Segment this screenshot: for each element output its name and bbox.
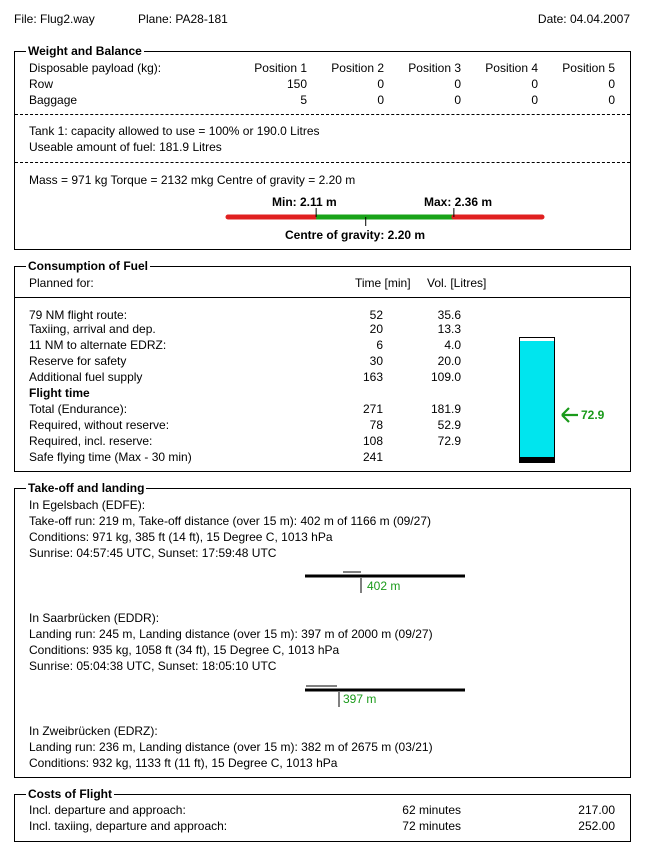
baggage-value-4: 0: [531, 93, 538, 107]
baggage-value-1: 5: [300, 93, 307, 107]
cg-centre-label: Centre of gravity: 2.20 m: [285, 228, 426, 242]
flight-row-volume: 72.9: [437, 434, 461, 448]
landing-runway-diagram: [303, 683, 467, 709]
takeoff-run-text: Take-off run: 219 m, Take-off distance (over 15 m): 402 m of 1166 m (09/27): [29, 514, 431, 528]
fuel-row-label: 11 NM to alternate EDRZ:: [29, 338, 167, 352]
position-2-header: Position 2: [331, 61, 384, 75]
payload-label: Disposable payload (kg):: [29, 61, 162, 75]
flight-row-label: Total (Endurance):: [29, 402, 128, 416]
fuel-row-volume: 13.3: [437, 322, 461, 336]
fuel-row-time: 30: [369, 354, 383, 368]
fuel-row-volume: 109.0: [430, 370, 461, 384]
fuel-marker-label: 72.9: [581, 408, 605, 422]
cg-min-label: Min: 2.11 m: [272, 195, 337, 209]
fuel-row-label: 79 NM flight route:: [29, 308, 128, 322]
cg-max-label: Max: 2.36 m: [424, 195, 493, 209]
fuel-row-time: 163: [362, 370, 383, 384]
takeoff-distance-label: 402 m: [367, 579, 401, 593]
fuel-title: Consumption of Fuel: [28, 259, 148, 273]
takeoff-conditions-text: Conditions: 971 kg, 385 ft (14 ft), 15 Degree C, 1013 hPa: [29, 530, 333, 544]
alternate-conditions-text: Conditions: 932 kg, 1133 ft (11 ft), 15 Degree C, 1013 hPa: [29, 756, 338, 770]
baggage-label: Baggage: [29, 93, 78, 107]
fuel-row-label: Additional fuel supply: [29, 370, 143, 384]
baggage-value-5: 0: [608, 93, 615, 107]
fuel-row-volume: 35.6: [437, 308, 461, 322]
landing-conditions-text: Conditions: 935 kg, 1058 ft (34 ft), 15 Degree C, 1013 hPa: [29, 643, 340, 657]
cost-row-minutes: 72 minutes: [402, 819, 461, 833]
divider: [15, 162, 630, 163]
position-3-header: Position 3: [408, 61, 461, 75]
fuel-row-time: 6: [376, 338, 383, 352]
position-5-header: Position 5: [562, 61, 615, 75]
tank-capacity-text: Tank 1: capacity allowed to use = 100% or 190.0 Litres: [29, 124, 320, 138]
landing-distance-label: 397 m: [343, 692, 377, 706]
flight-row-volume: 181.9: [430, 402, 461, 416]
fuel-gauge-base: [520, 457, 554, 462]
planned-for-label: Planned for:: [29, 276, 94, 290]
plane-name: Plane: PA28-181: [138, 12, 228, 26]
row-label: Row: [29, 77, 54, 91]
destination-airport: In Saarbrücken (EDDR):: [29, 611, 160, 625]
baggage-value-3: 0: [454, 93, 461, 107]
cost-row-label: Incl. taxiing, departure and approach:: [29, 819, 228, 833]
fuel-row-time: 20: [369, 322, 383, 336]
flight-row-time: 271: [362, 402, 383, 416]
fuel-marker-arrow-icon: [560, 406, 580, 424]
departure-airport: In Egelsbach (EDFE):: [29, 498, 146, 512]
cost-row-minutes: 62 minutes: [402, 803, 461, 817]
fuel-row-volume: 20.0: [437, 354, 461, 368]
cost-row-label: Incl. departure and approach:: [29, 803, 186, 817]
row-value-4: 0: [531, 77, 538, 91]
flight-time-heading: Flight time: [29, 386, 90, 400]
position-4-header: Position 4: [485, 61, 538, 75]
row-value-2: 0: [377, 77, 384, 91]
row-value-3: 0: [454, 77, 461, 91]
volume-column-header: Vol. [Litres]: [427, 276, 487, 290]
departure-sun-times: Sunrise: 04:57:45 UTC, Sunset: 17:59:48 UTC: [29, 546, 277, 560]
alternate-airport: In Zweibrücken (EDRZ):: [29, 724, 158, 738]
cost-row-amount: 252.00: [578, 819, 615, 833]
alternate-landing-text: Landing run: 236 m, Landing distance (over 15 m): 382 m of 2675 m (03/21): [29, 740, 433, 754]
flight-row-label: Required, incl. reserve:: [29, 434, 153, 448]
cg-range-bar: [225, 208, 545, 226]
fuel-row-volume: 4.0: [444, 338, 461, 352]
flight-row-time: 108: [362, 434, 383, 448]
position-1-header: Position 1: [254, 61, 307, 75]
costs-section: [14, 794, 631, 842]
row-value-1: 150: [286, 77, 307, 91]
flight-row-time: 241: [362, 450, 383, 464]
fuel-gauge: [519, 337, 555, 463]
fuel-row-label: Taxiing, arrival and dep.: [29, 322, 156, 336]
flight-row-time: 78: [369, 418, 383, 432]
landing-run-text: Landing run: 245 m, Landing distance (over 15 m): 397 m of 2000 m (09/27): [29, 627, 433, 641]
costs-title: Costs of Flight: [28, 787, 112, 801]
useable-fuel-text: Useable amount of fuel: 181.9 Litres: [29, 140, 222, 154]
fuel-row-time: 52: [369, 308, 383, 322]
divider: [15, 114, 630, 115]
fuel-gauge-fill: [520, 341, 554, 457]
report-date: Date: 04.04.2007: [537, 12, 630, 26]
weight-balance-title: Weight and Balance: [28, 44, 142, 58]
file-name: File: Flug2.way: [14, 12, 95, 26]
row-value-5: 0: [608, 77, 615, 91]
baggage-value-2: 0: [377, 93, 384, 107]
destination-sun-times: Sunrise: 05:04:38 UTC, Sunset: 18:05:10 UTC: [29, 659, 277, 673]
flight-row-label: Required, without reserve:: [29, 418, 170, 432]
fuel-row-label: Reserve for safety: [29, 354, 127, 368]
time-column-header: Time [min]: [355, 276, 411, 290]
flight-row-volume: 52.9: [437, 418, 461, 432]
takeoff-landing-title: Take-off and landing: [28, 481, 145, 495]
flight-row-label: Safe flying time (Max - 30 min): [29, 450, 192, 464]
mass-torque-text: Mass = 971 kg Torque = 2132 mkg Centre of gravity = 2.20 m: [29, 173, 356, 187]
cost-row-amount: 217.00: [578, 803, 615, 817]
divider: [15, 297, 630, 298]
